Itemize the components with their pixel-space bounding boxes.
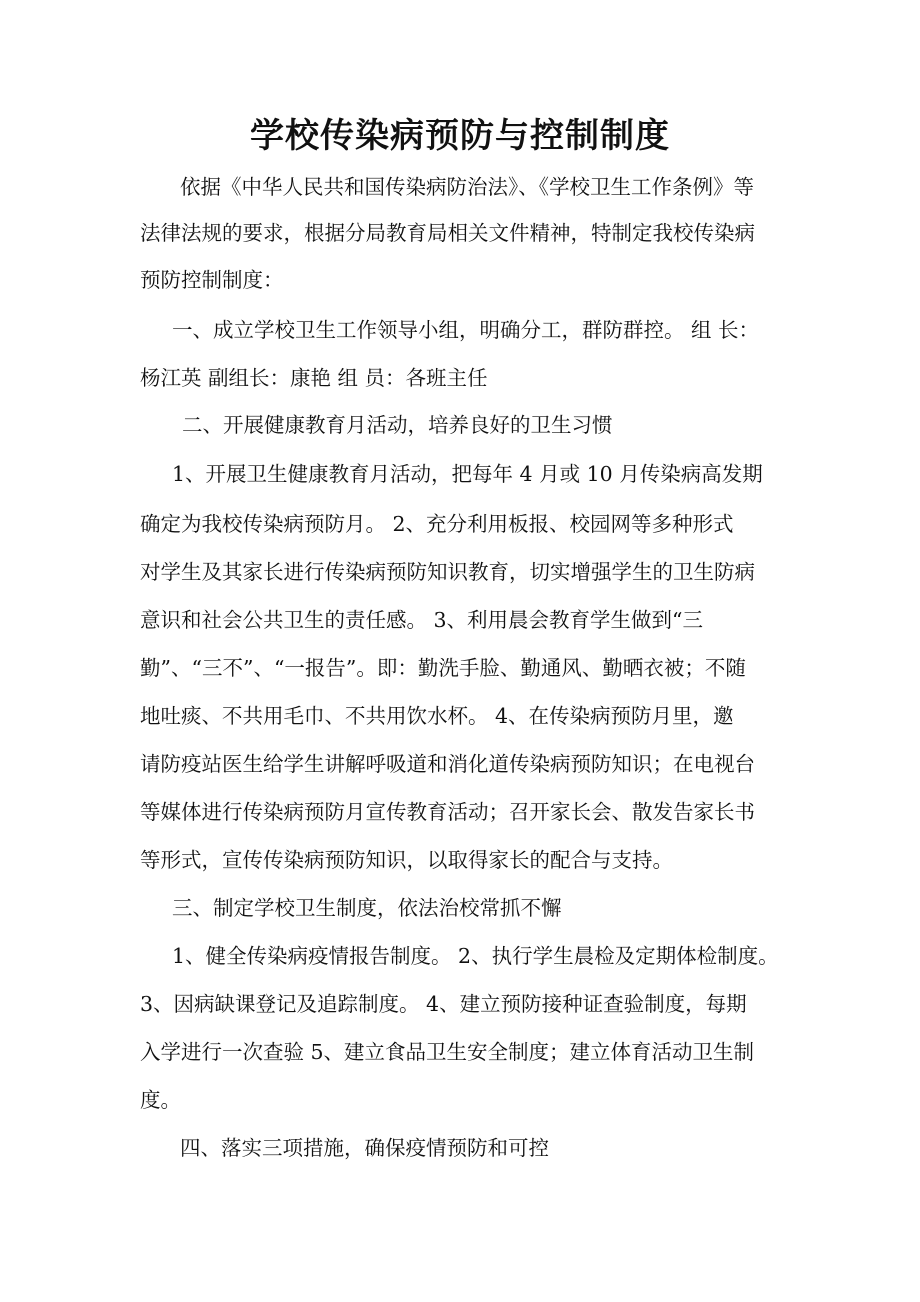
paragraph-line: 对学生及其家长进行传染病预防知识教育，切实增强学生的卫生防病 bbox=[140, 560, 755, 584]
paragraph-line: 请防疫站医生给学生讲解呼吸道和消化道传染病预防知识；在电视台 bbox=[140, 752, 755, 776]
paragraph-line: 意识和社会公共卫生的责任感。 3、利用晨会教育学生做到“三 bbox=[140, 608, 704, 632]
paragraph-line: 杨江英 副组长：康艳 组 员：各班主任 bbox=[140, 366, 488, 390]
paragraph-line: 勤”、“三不”、“一报告”。即：勤洗手脸、勤通风、勤晒衣被；不随 bbox=[140, 656, 746, 680]
paragraph-line: 等形式，宣传传染病预防知识，以取得家长的配合与支持。 bbox=[140, 848, 673, 872]
paragraph-line: 1、健全传染病疫情报告制度。 2、执行学生晨检及定期体检制度。 bbox=[172, 944, 779, 968]
section-heading: 三、制定学校卫生制度，依法治校常抓不懈 bbox=[172, 896, 562, 920]
paragraph-line: 地吐痰、不共用毛巾、不共用饮水杯。 4、在传染病预防月里，邀 bbox=[140, 704, 734, 728]
document-title: 学校传染病预防与控制制度 bbox=[250, 116, 670, 156]
paragraph-line: 法律法规的要求，根据分局教育局相关文件精神，特制定我校传染病 bbox=[140, 221, 755, 245]
paragraph-line: 依据《中华人民共和国传染病防治法》、《学校卫生工作条例》等 bbox=[180, 175, 754, 199]
paragraph-line: 1、开展卫生健康教育月活动，把每年 4 月或 10 月传染病高发期 bbox=[172, 462, 763, 486]
section-heading: 四、落实三项措施，确保疫情预防和可控 bbox=[180, 1136, 549, 1160]
paragraph-line: 等媒体进行传染病预防月宣传教育活动；召开家长会、散发告家长书 bbox=[140, 800, 755, 824]
paragraph-line: 预防控制制度： bbox=[140, 268, 284, 292]
paragraph-line: 3、因病缺课登记及追踪制度。 4、建立预防接种证查验制度，每期 bbox=[140, 992, 747, 1016]
paragraph-line: 入学进行一次查验 5、建立食品卫生安全制度；建立体育活动卫生制 bbox=[140, 1040, 755, 1064]
section-heading: 二、开展健康教育月活动，培养良好的卫生习惯 bbox=[182, 413, 613, 437]
paragraph-line: 度。 bbox=[140, 1088, 181, 1112]
paragraph-line: 确定为我校传染病预防月。 2、充分利用板报、校园网等多种形式 bbox=[140, 512, 734, 536]
section-heading: 一、成立学校卫生工作领导小组，明确分工，群防群控。 组 长： bbox=[172, 318, 760, 342]
